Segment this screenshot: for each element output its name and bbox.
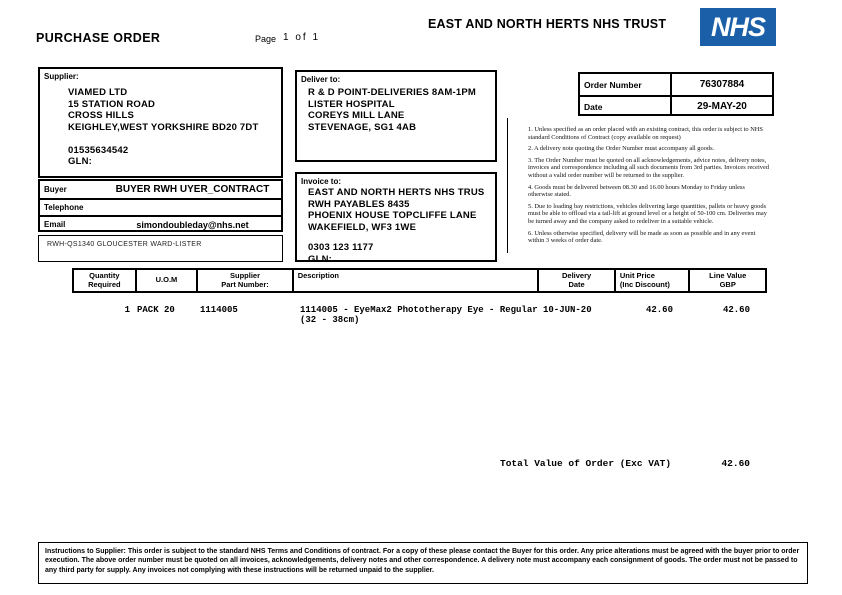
deliver-to-label: Deliver to: bbox=[301, 75, 341, 84]
item-description-line1: 1114005 - EyeMax2 Phototherapy Eye - Regular bbox=[300, 305, 538, 315]
supplier-line bbox=[68, 133, 281, 145]
order-date-value: 29-MAY-20 bbox=[670, 97, 772, 116]
invoice-phone: 0303 123 1177 bbox=[308, 242, 374, 253]
doc-title: PURCHASE ORDER bbox=[36, 31, 161, 45]
col-label: Part Number: bbox=[221, 279, 269, 289]
supplier-label: Supplier: bbox=[44, 72, 79, 81]
term-item: 1. Unless specified as an order placed with an existing contract, this order is subject to NHS standard Conditions of Contract (copy available on request) bbox=[528, 126, 763, 141]
ward-reference: RWH-QS1340 GLOUCESTER WARD-LISTER bbox=[47, 241, 202, 248]
supplier-phone: 01535634542 bbox=[68, 144, 129, 156]
page-number: 1 of 1 bbox=[283, 32, 321, 43]
invoice-line bbox=[308, 233, 495, 242]
supplier-line: CROSS HILLS bbox=[68, 110, 135, 121]
col-label: Description bbox=[297, 271, 339, 280]
col-description bbox=[294, 270, 540, 291]
footer-instructions-text: Instructions to Supplier: This order is subject to the standard NHS Terms and Conditions of contract. For a copy of these please contact the Buyer for this order. Any price alterations must be agreed with the buyer prior to order execution. The above order number must be quoted on all invoices, acknowledgements, delivery notes and other correspondence. A delivery note must accompany each consignment of goods. The order must not be passed to any third party for supply. Any invoices not complying with these instructions will be returned unpaid to the supplier. bbox=[45, 548, 800, 574]
invoice-line: RWH PAYABLES 8435 bbox=[308, 198, 410, 210]
scan-divider-line bbox=[507, 118, 508, 253]
total-label: Total Value of Order (Exc VAT) bbox=[500, 458, 672, 469]
supplier-address bbox=[40, 81, 281, 168]
supplier-box bbox=[38, 67, 283, 178]
col-label: Supplier bbox=[229, 271, 260, 280]
invoice-to-label: Invoice to: bbox=[301, 177, 342, 186]
order-number-value: 76307884 bbox=[670, 74, 772, 95]
term-item: 3. The Order Number must be quoted on all acknowledgements, advice notes, delivery notes, invoices and correspondence including all such documents from 3rd parties. Invoices received without a valid order number will be returned to the supplier. bbox=[528, 156, 769, 179]
col-label: (Inc Discount) bbox=[619, 279, 670, 289]
telephone-label: Telephone bbox=[44, 203, 84, 212]
buyer-value: BUYER RWH UYER_CONTRACT bbox=[115, 184, 270, 195]
nhs-logo-text: NHS bbox=[710, 11, 765, 42]
col-label: U.O.M bbox=[155, 275, 178, 285]
email-label: Email bbox=[44, 220, 66, 229]
invoice-gln: GLN: bbox=[308, 253, 333, 265]
order-date-row bbox=[580, 95, 772, 116]
col-label: Line Value bbox=[709, 271, 747, 280]
footer-instructions-box bbox=[38, 542, 808, 584]
telephone-row bbox=[40, 198, 281, 215]
col-label: Delivery bbox=[561, 271, 592, 280]
order-info-box bbox=[578, 72, 774, 116]
invoice-line: EAST AND NORTH HERTS NHS TRUS bbox=[308, 187, 485, 198]
term-item: 5. Due to loading bay restrictions, vehicles delivering large quantities, pallets or heavy goods must be able to offload via a tail-lift at ground level or a height of 50-100 cm. Deliveries may be turned away and the company asked to redeliver in a suitable vehicle. bbox=[528, 202, 767, 225]
total-value: 42.60 bbox=[721, 458, 750, 469]
deliver-to-box bbox=[295, 70, 497, 162]
trust-name: EAST AND NORTH HERTS NHS TRUST bbox=[428, 17, 667, 31]
supplier-line: VIAMED LTD bbox=[68, 87, 128, 98]
email-value: simondoubleday@nhs.net bbox=[136, 219, 249, 230]
item-description-line2: (32 - 38cm) bbox=[300, 315, 360, 325]
invoice-to-box bbox=[295, 172, 497, 265]
contact-box bbox=[38, 179, 283, 232]
page-label: Page bbox=[255, 34, 277, 44]
order-number-row bbox=[580, 74, 772, 95]
deliver-line: STEVENAGE, SG1 4AB bbox=[308, 121, 417, 133]
col-label: Unit Price bbox=[619, 271, 655, 280]
col-line-value bbox=[690, 270, 765, 291]
item-uom: PACK 20 bbox=[137, 305, 175, 315]
terms-and-conditions bbox=[528, 126, 770, 249]
order-date-label: Date bbox=[584, 101, 603, 112]
invoice-line: WAKEFIELD, WF3 1WE bbox=[308, 221, 417, 233]
item-unit-price: 42.60 bbox=[645, 305, 673, 315]
deliver-to-address bbox=[297, 84, 495, 133]
term-item: 2. A delivery note quoting the Order Number must accompany all goods. bbox=[528, 145, 715, 153]
term-item: 4. Goods must be delivered between 08.30 and 16.00 hours Monday to Friday unless otherwise stated. bbox=[528, 183, 745, 199]
order-number-label: Order Number bbox=[584, 79, 642, 90]
term-item: 6. Unless otherwise specified, delivery will be made as soon as possible and in any event within 3 weeks of order date. bbox=[528, 229, 756, 245]
col-delivery-date bbox=[539, 270, 616, 291]
col-supplier-part-number bbox=[198, 270, 293, 291]
reference-box bbox=[38, 235, 283, 262]
col-quantity-required bbox=[74, 270, 137, 291]
buyer-label: Buyer bbox=[44, 185, 67, 194]
deliver-line: R & D POINT-DELIVERIES 8AM-1PM bbox=[308, 87, 477, 98]
item-line-value: 42.60 bbox=[722, 305, 750, 315]
buyer-row bbox=[40, 181, 281, 198]
col-label: Required bbox=[88, 279, 121, 289]
deliver-line: COREYS MILL LANE bbox=[308, 110, 405, 121]
email-row bbox=[40, 215, 281, 232]
item-quantity: 1 bbox=[124, 305, 130, 315]
item-delivery-date: 10-JUN-20 bbox=[543, 305, 592, 315]
invoice-to-address bbox=[297, 186, 495, 265]
invoice-line: PHOENIX HOUSE TOPCLIFFE LANE bbox=[308, 210, 477, 221]
supplier-gln: GLN: bbox=[68, 156, 93, 167]
col-unit-price bbox=[616, 270, 691, 291]
supplier-line: 15 STATION ROAD bbox=[68, 98, 156, 110]
col-label: Quantity bbox=[89, 271, 120, 280]
col-uom bbox=[137, 270, 199, 291]
supplier-line: KEIGHLEY,WEST YORKSHIRE BD20 7DT bbox=[68, 121, 259, 133]
deliver-line: LISTER HOSPITAL bbox=[308, 98, 395, 110]
item-part-number: 1114005 bbox=[200, 305, 238, 315]
nhs-logo bbox=[700, 8, 776, 46]
col-label: GBP bbox=[719, 279, 736, 289]
items-table-header bbox=[72, 268, 767, 293]
col-label: Date bbox=[568, 279, 585, 289]
